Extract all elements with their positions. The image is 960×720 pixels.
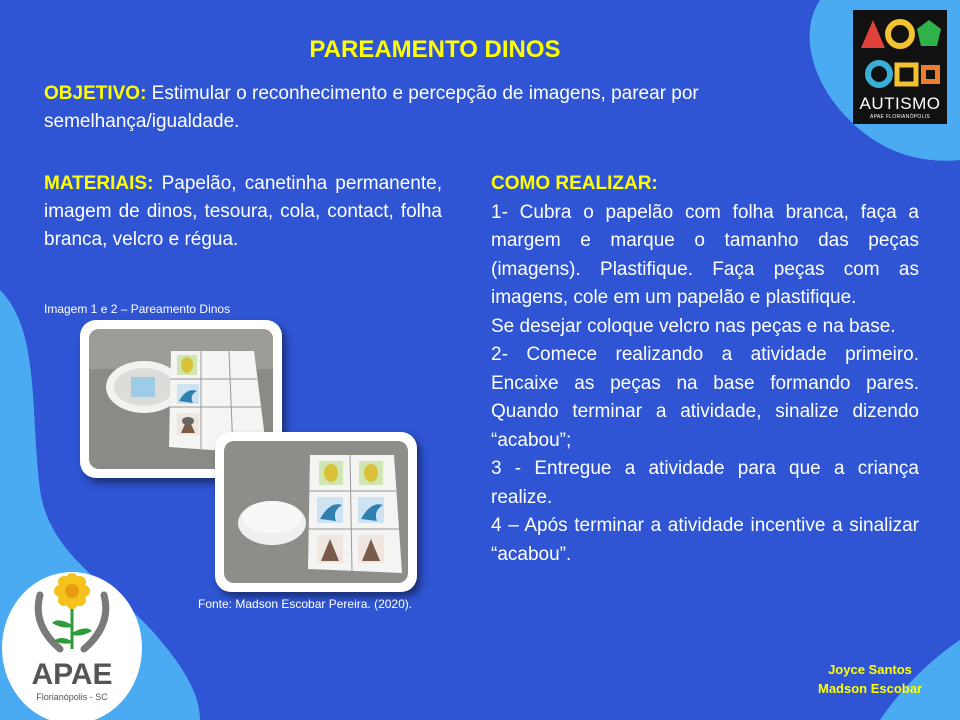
author-2: Madson Escobar <box>817 681 923 696</box>
autismo-shapes-icon <box>853 10 947 94</box>
autismo-logo <box>853 10 947 124</box>
apae-flower-hands-icon <box>10 565 134 657</box>
step-3: 3 - Entregue a atividade para que a criança realize. <box>491 458 919 508</box>
materiais-text: Papelão, canetinha permanente, imagem de dinos, tesoura, cola, contact, folha branca, velcro e régua. <box>44 173 442 250</box>
autismo-logo-sub: APAE FLORIANÓPOLIS <box>869 114 931 120</box>
como-realizar-label: COMO REALIZAR: <box>491 173 658 194</box>
page-title: PAREAMENTO DINOS <box>309 36 561 63</box>
apae-logo <box>10 565 140 715</box>
image-caption: Imagem 1 e 2 – Pareamento Dinos <box>44 302 231 316</box>
step-1: 1- Cubra o papelão com folha branca, faça a margem e marque o tamanho das peças (imagens). Plastifique. Faça peças com as imagens, cole em um papelão e plastifique. <box>491 201 919 308</box>
autismo-logo-word: AUTISMO <box>859 94 941 113</box>
author-1: Joyce Santos <box>828 662 912 677</box>
como-realizar-section <box>491 170 919 569</box>
objetivo-text: Estimular o reconhecimento e percepção de imagens, parear por semelhança/igualdade. <box>44 83 699 132</box>
apae-logo-word: APAE <box>31 658 113 691</box>
materiais-label: MATERIAIS: <box>44 173 154 194</box>
objetivo-paragraph <box>44 80 804 136</box>
step-4: 4 – Após terminar a atividade incentive a sinalizar “acabou”. <box>491 515 919 565</box>
objetivo-label: OBJETIVO: <box>44 83 147 104</box>
photo-2-image <box>224 441 408 583</box>
photo-2 <box>215 432 417 592</box>
apae-logo-sub: Florianópolis - SC <box>36 692 108 702</box>
authors <box>800 660 940 698</box>
source-caption: Fonte: Madson Escobar Pereira. (2020). <box>198 597 413 611</box>
step-1-note: Se desejar coloque velcro nas peças e na base. <box>491 315 896 337</box>
materiais-paragraph <box>44 170 442 254</box>
step-2: 2- Comece realizando a atividade primeiro. Encaixe as peças na base formando pares. Quando terminar a atividade, sinalize dizendo “acabou”; <box>491 344 919 451</box>
